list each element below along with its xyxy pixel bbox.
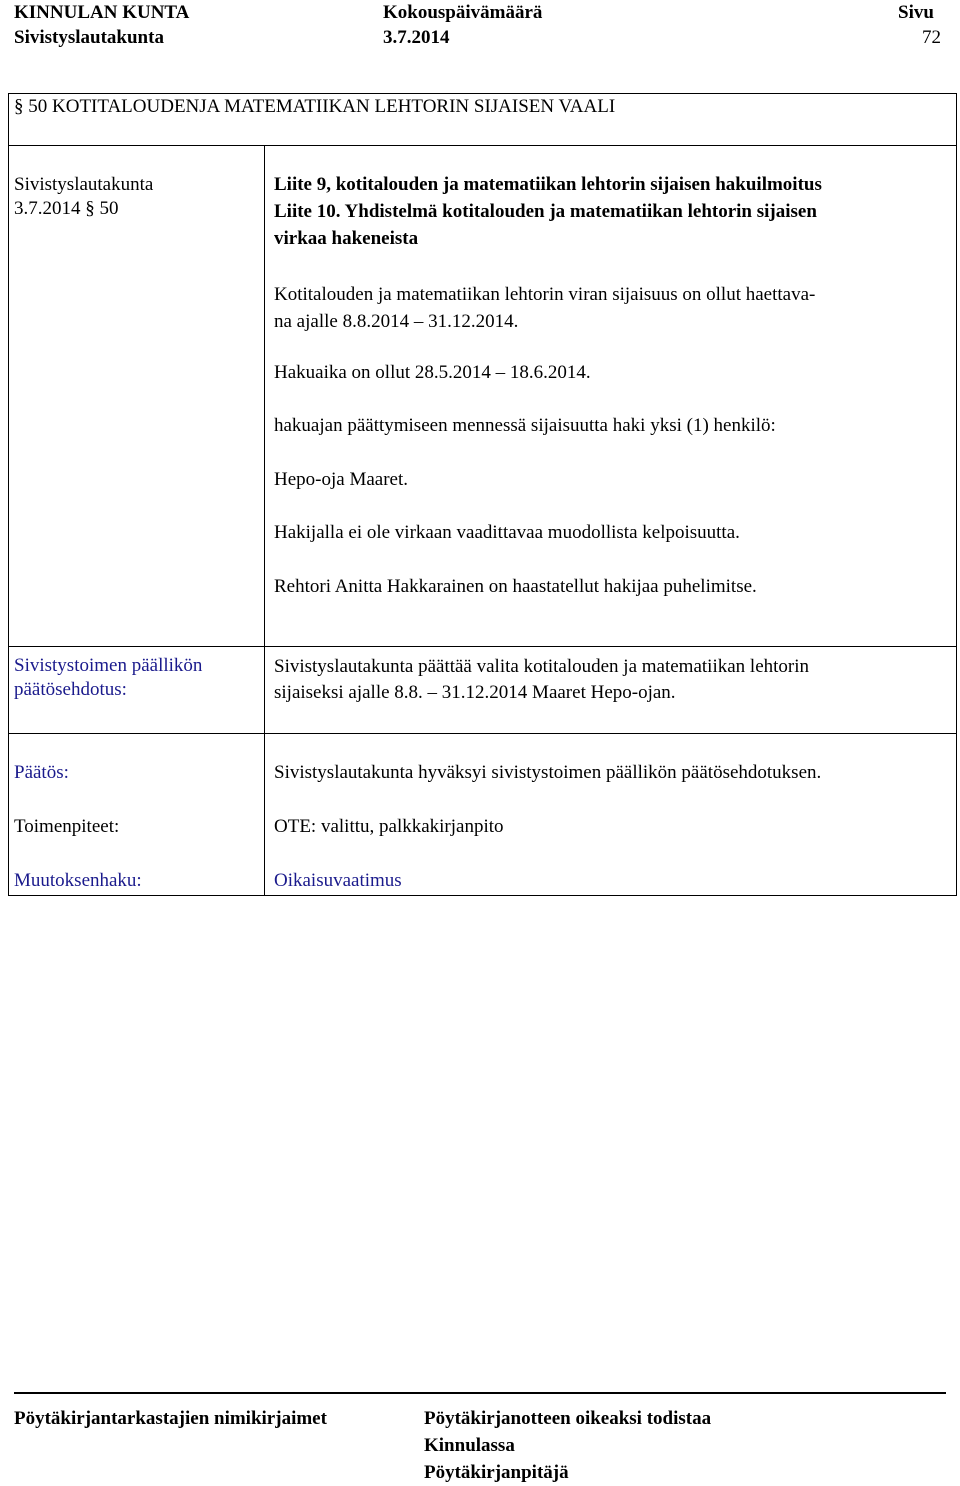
appeal-label: Muutoksenhaku:: [14, 870, 142, 891]
box-bottom-border: [8, 895, 956, 896]
paragraph-vacancy-line1: Kotitalouden ja matematiikan lehtorin viran sijaisuus on ollut haettava-: [274, 284, 816, 305]
section-symbol: §: [14, 96, 24, 117]
title-divider: [8, 145, 956, 146]
proposal-label-line2: päätösehdotus:: [14, 679, 127, 700]
proposal-text: [274, 654, 949, 706]
actions-text: OTE: valittu, palkkakirjanpito: [274, 816, 504, 837]
paragraph-interview: Rehtori Anitta Hakkarainen on haastatellut hakijaa puhelimitse.: [274, 576, 757, 597]
footer-certify: Pöytäkirjanotteen oikeaksi todistaa: [424, 1408, 712, 1429]
box-right-border: [956, 93, 957, 896]
box-left-border: [8, 93, 9, 896]
box-top-border: [8, 93, 956, 94]
paragraph-application-period: Hakuaika on ollut 28.5.2014 – 18.6.2014.: [274, 362, 591, 383]
footer-rule: [14, 1392, 946, 1394]
proposal-text-line1: Sivistyslautakunta päättää valita kotitalouden ja matematiikan lehtorin: [274, 656, 810, 677]
footer-inspectors: Pöytäkirjantarkastajien nimikirjaimet: [14, 1408, 327, 1429]
reference-date-section: 3.7.2014 § 50: [14, 198, 119, 219]
item-title: [14, 96, 615, 118]
attachment-10-line1: Liite 10. Yhdistelmä kotitalouden ja matematiikan lehtorin sijaisen: [274, 201, 817, 222]
footer-place: Kinnulassa: [424, 1435, 515, 1456]
paragraph-applicant-name: Hepo-oja Maaret.: [274, 469, 408, 490]
proposal-text-line2: sijaiseksi ajalle 8.8. – 31.12.2014 Maaret Hepo-ojan.: [274, 682, 676, 703]
footer-secretary: Pöytäkirjanpitäjä: [424, 1462, 569, 1483]
header-date-label: Kokouspäivämäärä: [383, 2, 543, 23]
appeal-text: Oikaisuvaatimus: [274, 870, 402, 891]
header-board: Sivistyslautakunta: [14, 27, 164, 48]
paragraph-qualification: Hakijalla ei ole virkaan vaadittavaa muodollista kelpoisuutta.: [274, 522, 740, 543]
header-page-number: 72: [922, 27, 941, 48]
attachment-9: Liite 9, kotitalouden ja matematiikan lehtorin sijaisen hakuilmoitus: [274, 174, 822, 195]
proposal-label-line1: Sivistystoimen päällikön: [14, 655, 203, 676]
decision-label: Päätös:: [14, 762, 69, 783]
header-page-label: Sivu: [898, 2, 934, 23]
decision-text: Sivistyslautakunta hyväksyi sivistystoimen päällikön päätösehdotuksen.: [274, 762, 822, 783]
column-divider: [264, 145, 265, 896]
header-date: 3.7.2014: [383, 27, 450, 48]
reference-board: Sivistyslautakunta: [14, 174, 154, 195]
reference-block: [14, 173, 249, 221]
proposal-divider: [8, 646, 956, 647]
item-title-text: 50 KOTITALOUDENJA MATEMATIIKAN LEHTORIN SIJAISEN VAALI: [28, 96, 616, 117]
paragraph-vacancy-line2: na ajalle 8.8.2014 – 31.12.2014.: [274, 311, 519, 332]
paragraph-vacancy: [274, 281, 949, 335]
header-org: KINNULAN KUNTA: [14, 2, 190, 23]
proposal-label: [14, 654, 249, 702]
decision-divider: [8, 733, 956, 734]
paragraph-applicants: hakuajan päättymiseen mennessä sijaisuutta haki yksi (1) henkilö:: [274, 415, 776, 436]
attachment-10-line2: virkaa hakeneista: [274, 228, 419, 249]
actions-label: Toimenpiteet:: [14, 816, 120, 837]
